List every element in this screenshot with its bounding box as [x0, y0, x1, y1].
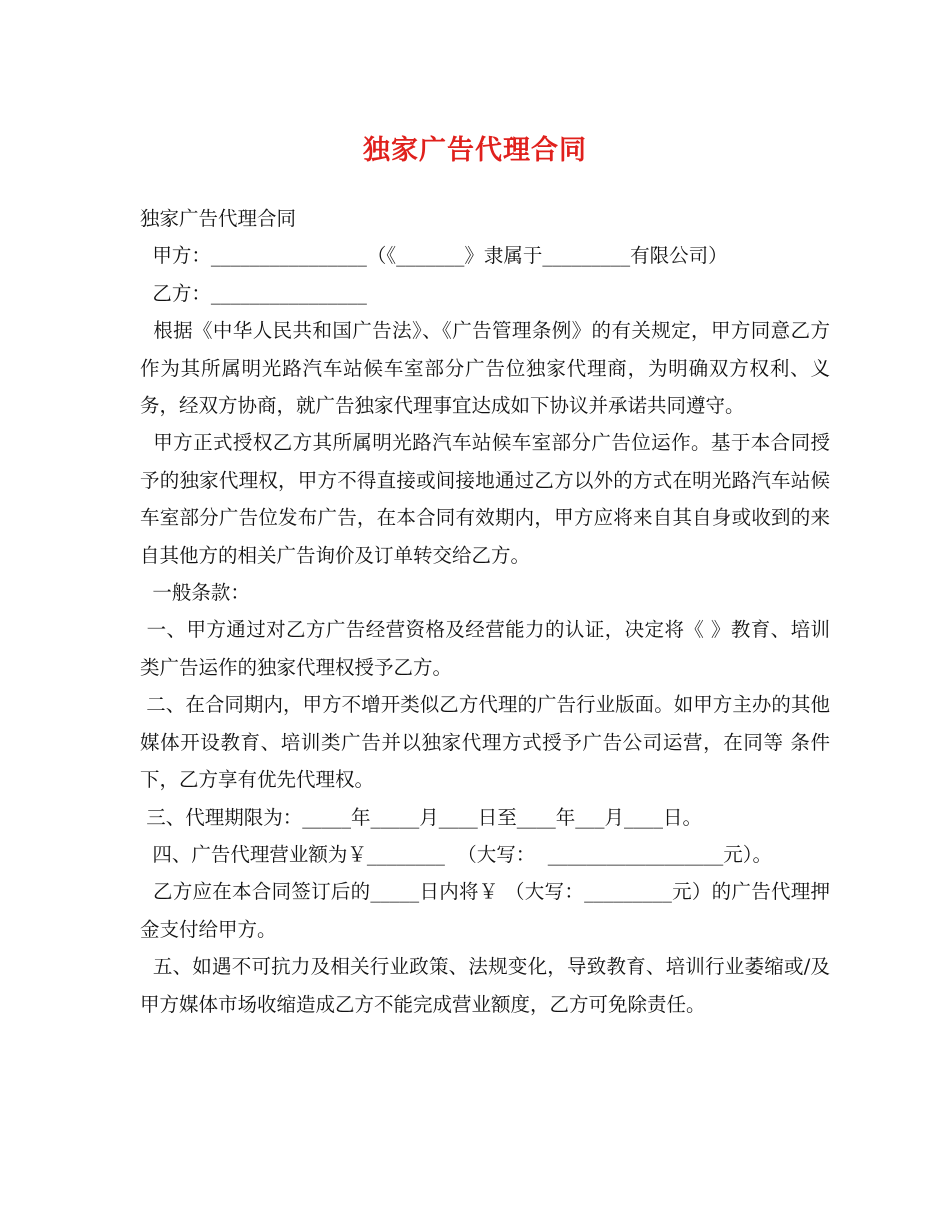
paragraph-clause-4: 四、广告代理营业额为￥________ （大写： __________________元）。	[140, 842, 772, 866]
paragraph-party-a: 甲方：________________（《_______》隶属于_________有限公司）	[140, 244, 728, 268]
paragraph-clause-5: 五、如遇不可抗力及相关行业政策、法规变化，导致教育、培训行业萎缩或/及甲方媒体市场收缩造成乙方不能完成营业额度，乙方可免除责任。	[140, 955, 830, 1016]
document-title: 独家广告代理合同	[363, 135, 587, 166]
paragraph-preamble: 根据《中华人民共和国广告法》、《广告管理条例》的有关规定，甲方同意乙方作为其所属明光路汽车站候车室部分广告位独家代理商，为明确双方权利、义务，经双方协商，就广告独家代理事宜达成如下协议并承诺共同遵守。	[140, 319, 830, 418]
document-body	[140, 200, 830, 1023]
paragraph-party-b: 乙方：________________	[140, 281, 367, 305]
paragraph-heading: 独家广告代理合同	[140, 207, 297, 230]
paragraph-general-terms: 一般条款：	[140, 581, 250, 605]
paragraph-clause-3: 三、代理期限为：_____年_____月____日至____年___月____日。	[140, 805, 702, 829]
paragraph-clause-2: 二、在合同期内，甲方不增开类似乙方代理的广告行业版面。如甲方主办的其他媒体开设教育、培训类广告并以独家代理方式授予广告公司运营，在同等 条件下，乙方享有优先代理权。	[140, 693, 830, 792]
paragraph-deposit: 乙方应在本合同签订后的_____日内将￥ （大写：_________元）的广告代理押金支付给甲方。	[140, 880, 831, 941]
paragraph-authorization: 甲方正式授权乙方其所属明光路汽车站候车室部分广告位运作。基于本合同授予的独家代理权，甲方不得直接或间接地通过乙方以外的方式在明光路汽车站候车室部分广告位发布广告，在本合同有效期内，甲方应将来自其自身或收到的来自其他方的相关广告询价及订单转交给乙方。	[140, 431, 830, 567]
paragraph-clause-1: 一、甲方通过对乙方广告经营资格及经营能力的认证，决定将《 》教育、培训类广告运作的独家代理权授予乙方。	[140, 618, 831, 679]
